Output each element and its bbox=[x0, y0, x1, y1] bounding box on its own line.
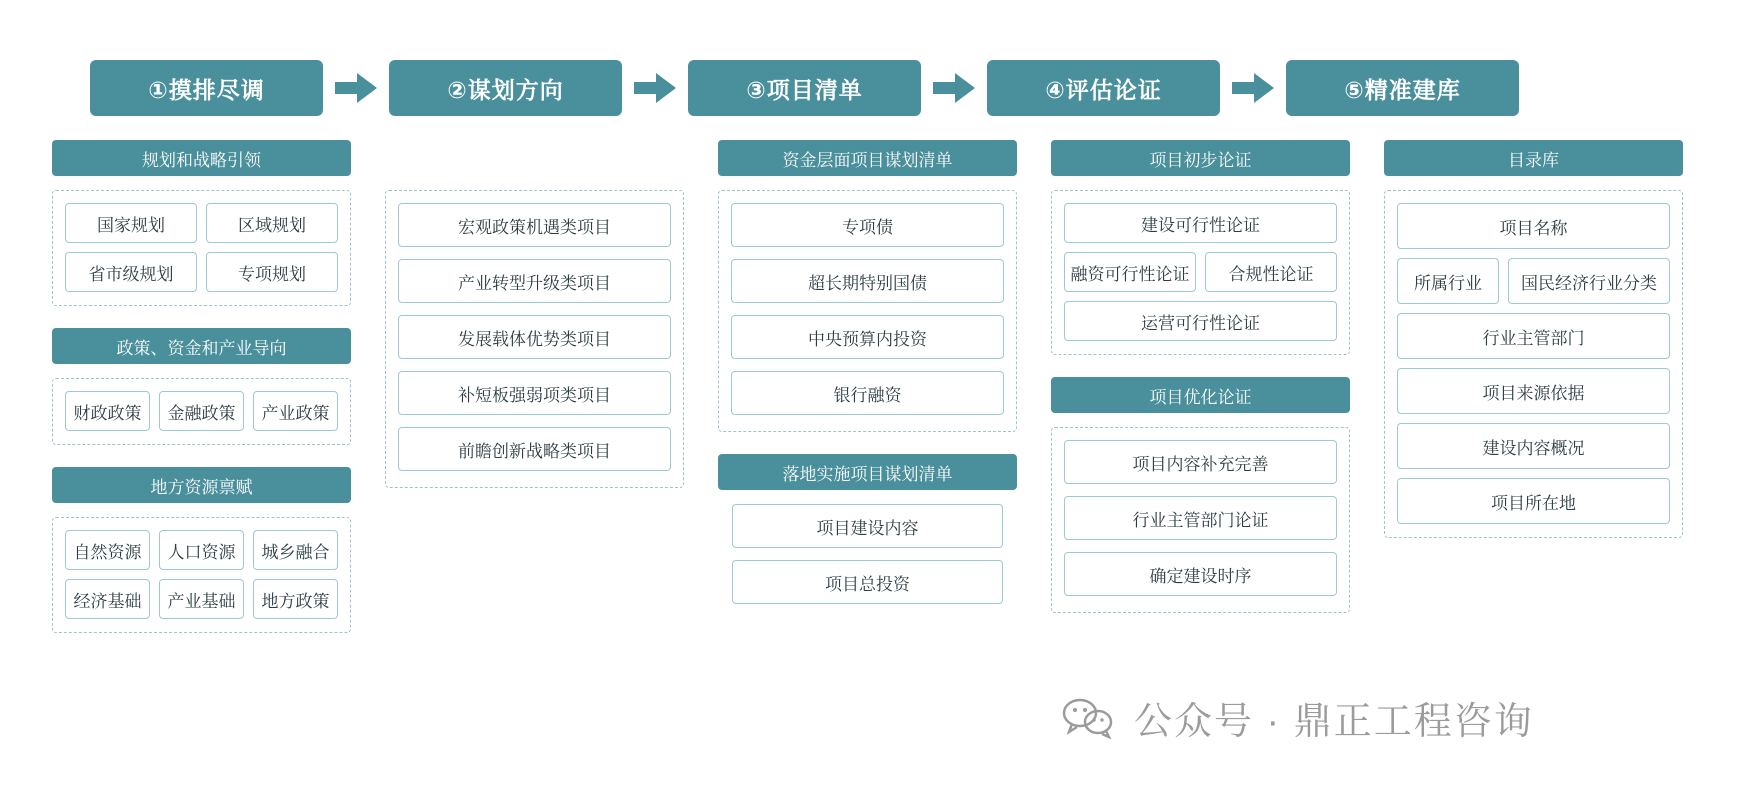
group-box-3-2 bbox=[718, 504, 1017, 604]
cell-row bbox=[65, 203, 338, 243]
item-cell[interactable]: 地方政策 bbox=[253, 579, 338, 619]
stage-header-2-label: ②谋划方向 bbox=[447, 76, 564, 103]
stage-header-3-label: ③项目清单 bbox=[746, 76, 863, 103]
item-cell[interactable]: 中央预算内投资 bbox=[731, 315, 1004, 359]
group-band-1-1-label: 规划和战略引领 bbox=[142, 150, 261, 170]
cell-row bbox=[65, 391, 338, 431]
watermark bbox=[1060, 690, 1534, 745]
group-box-4-2 bbox=[1051, 427, 1350, 613]
stage-header-5-label: ⑤精准建库 bbox=[1344, 76, 1461, 103]
group-box-4-1 bbox=[1051, 190, 1350, 355]
item-cell[interactable]: 国家规划 bbox=[65, 203, 197, 243]
item-cell[interactable]: 前瞻创新战略类项目 bbox=[398, 427, 671, 471]
cell-row bbox=[1064, 301, 1337, 341]
item-cell[interactable]: 经济基础 bbox=[65, 579, 150, 619]
item-cell[interactable]: 银行融资 bbox=[731, 371, 1004, 415]
group-band-4-1-label: 项目初步论证 bbox=[1149, 150, 1252, 170]
cell-row bbox=[65, 252, 338, 292]
item-cell[interactable]: 城乡融合 bbox=[253, 530, 338, 570]
arrow-right-icon-3 bbox=[921, 73, 987, 103]
cell-row bbox=[1397, 203, 1670, 249]
group-band-4-2 bbox=[1051, 377, 1350, 413]
group-box-1-3 bbox=[52, 517, 351, 633]
group-band-4-2-label: 项目优化论证 bbox=[1149, 387, 1252, 407]
group-box-3-1 bbox=[718, 190, 1017, 432]
cell-row bbox=[1064, 252, 1337, 292]
stage-header-1-label: ①摸排尽调 bbox=[148, 76, 265, 103]
item-cell[interactable]: 产业转型升级类项目 bbox=[398, 259, 671, 303]
group-box-1-1 bbox=[52, 190, 351, 306]
item-cell[interactable]: 产业基础 bbox=[159, 579, 244, 619]
cell-row bbox=[65, 579, 338, 619]
wechat-icon bbox=[1060, 697, 1116, 739]
item-cell[interactable]: 行业主管部门 bbox=[1397, 313, 1670, 359]
cell-row bbox=[1397, 313, 1670, 359]
item-cell[interactable]: 国民经济行业分类 bbox=[1508, 258, 1670, 304]
column-5 bbox=[1384, 140, 1683, 560]
item-cell[interactable]: 区域规划 bbox=[206, 203, 338, 243]
column-2 bbox=[385, 140, 684, 510]
arrow-right-icon-4 bbox=[1220, 73, 1286, 103]
item-cell[interactable]: 专项规划 bbox=[206, 252, 338, 292]
item-cell[interactable]: 行业主管部门论证 bbox=[1064, 496, 1337, 540]
group-band-1-2 bbox=[52, 328, 351, 364]
group-band-3-1 bbox=[718, 140, 1017, 176]
item-cell[interactable]: 项目总投资 bbox=[732, 560, 1003, 604]
item-cell[interactable]: 项目建设内容 bbox=[732, 504, 1003, 548]
column-1 bbox=[52, 140, 351, 655]
item-cell[interactable]: 补短板强弱项类项目 bbox=[398, 371, 671, 415]
cell-row bbox=[1397, 258, 1670, 304]
item-cell[interactable]: 运营可行性论证 bbox=[1064, 301, 1337, 341]
stage-header-5 bbox=[1286, 60, 1519, 116]
item-cell[interactable]: 所属行业 bbox=[1397, 258, 1499, 304]
cell-row bbox=[1064, 203, 1337, 243]
group-band-1-1 bbox=[52, 140, 351, 176]
cell-row bbox=[1397, 478, 1670, 524]
item-cell[interactable]: 专项债 bbox=[731, 203, 1004, 247]
item-cell[interactable]: 产业政策 bbox=[253, 391, 338, 431]
stage-header-4-label: ④评估论证 bbox=[1045, 76, 1162, 103]
cell-row bbox=[1397, 368, 1670, 414]
arrow-right-icon-2 bbox=[622, 73, 688, 103]
stage-header-4 bbox=[987, 60, 1220, 116]
item-cell[interactable]: 合规性论证 bbox=[1205, 252, 1337, 292]
item-cell[interactable]: 发展载体优势类项目 bbox=[398, 315, 671, 359]
item-cell[interactable]: 省市级规划 bbox=[65, 252, 197, 292]
item-cell[interactable]: 建设内容概况 bbox=[1397, 423, 1670, 469]
stage-header-1 bbox=[90, 60, 323, 116]
item-cell[interactable]: 项目所在地 bbox=[1397, 478, 1670, 524]
cell-row bbox=[1397, 423, 1670, 469]
column-3 bbox=[718, 140, 1017, 616]
group-band-1-3-label: 地方资源禀赋 bbox=[150, 477, 253, 497]
group-box-1-2 bbox=[52, 378, 351, 445]
item-cell[interactable]: 融资可行性论证 bbox=[1064, 252, 1196, 292]
item-cell[interactable]: 项目名称 bbox=[1397, 203, 1670, 249]
item-cell[interactable]: 自然资源 bbox=[65, 530, 150, 570]
item-cell[interactable]: 宏观政策机遇类项目 bbox=[398, 203, 671, 247]
column-4 bbox=[1051, 140, 1350, 635]
stage-header-3 bbox=[688, 60, 921, 116]
cell-row bbox=[65, 530, 338, 570]
group-band-5-1 bbox=[1384, 140, 1683, 176]
stage-header-row bbox=[90, 60, 1519, 116]
group-band-1-2-label: 政策、资金和产业导向 bbox=[116, 338, 287, 358]
watermark-text: 公众号 · 鼎正工程咨询 bbox=[1134, 701, 1534, 743]
item-cell[interactable]: 财政政策 bbox=[65, 391, 150, 431]
arrow-right-icon-1 bbox=[323, 73, 389, 103]
group-band-3-2-label: 落地实施项目谋划清单 bbox=[782, 464, 953, 484]
item-cell[interactable]: 项目内容补充完善 bbox=[1064, 440, 1337, 484]
item-cell[interactable]: 确定建设时序 bbox=[1064, 552, 1337, 596]
group-band-4-1 bbox=[1051, 140, 1350, 176]
group-band-3-1-label: 资金层面项目谋划清单 bbox=[782, 150, 953, 170]
group-box-5-1 bbox=[1384, 190, 1683, 538]
item-cell[interactable]: 超长期特别国债 bbox=[731, 259, 1004, 303]
item-cell[interactable]: 金融政策 bbox=[159, 391, 244, 431]
item-cell[interactable]: 建设可行性论证 bbox=[1064, 203, 1337, 243]
column-2-band-placeholder bbox=[385, 140, 684, 190]
item-cell[interactable]: 项目来源依据 bbox=[1397, 368, 1670, 414]
item-cell[interactable]: 人口资源 bbox=[159, 530, 244, 570]
group-band-5-1-label: 目录库 bbox=[1508, 150, 1559, 170]
stage-header-2 bbox=[389, 60, 622, 116]
stage-columns bbox=[52, 140, 1712, 655]
group-band-3-2 bbox=[718, 454, 1017, 490]
group-band-1-3 bbox=[52, 467, 351, 503]
group-box-2-1 bbox=[385, 190, 684, 488]
